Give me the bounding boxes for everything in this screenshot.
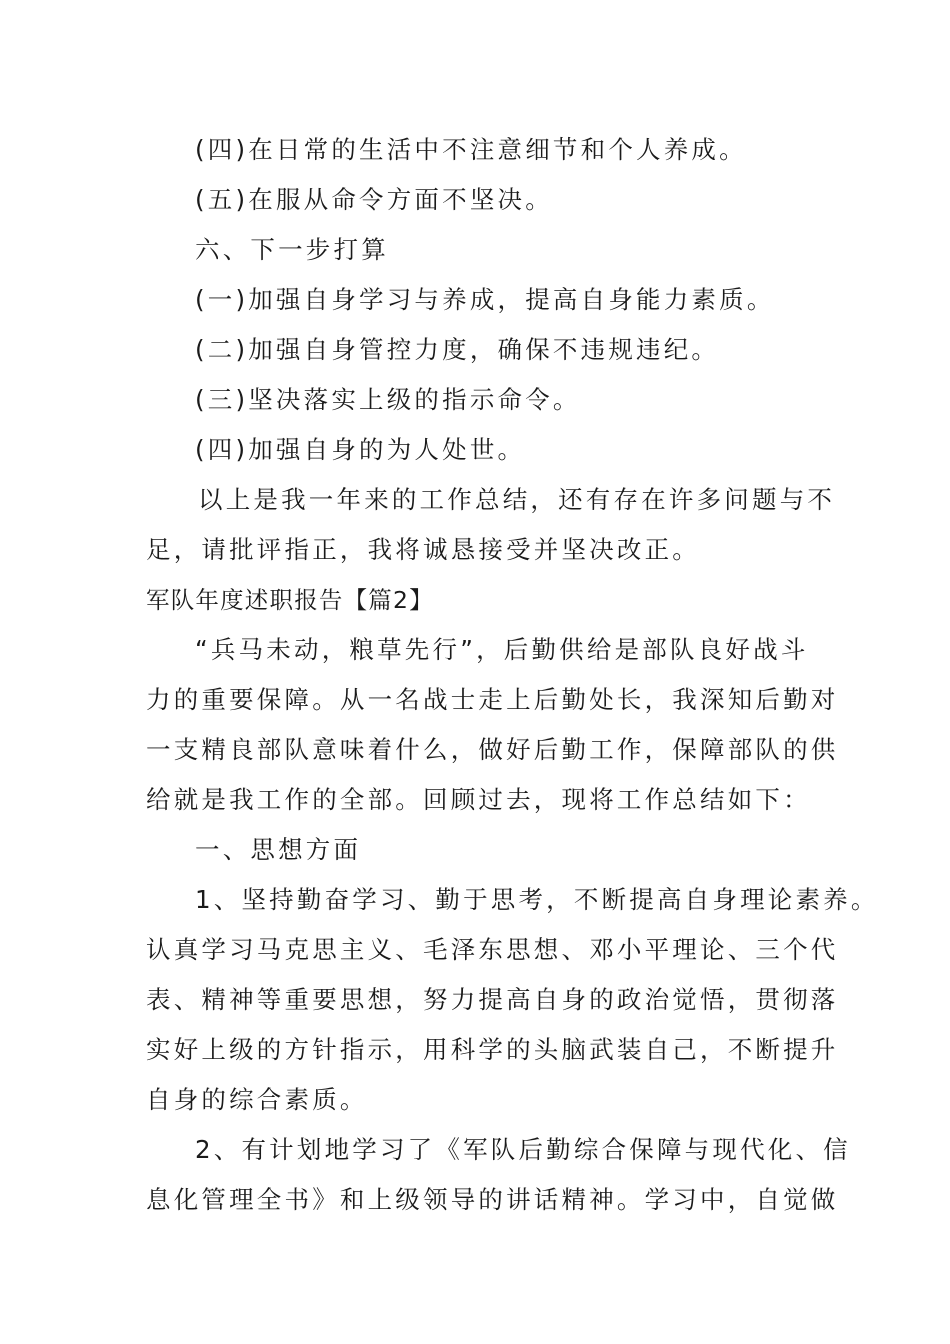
paragraph-line: 自身的综合素质。: [146, 1085, 368, 1114]
text-line: (四)在日常的生活中不注意细节和个人养成。: [195, 135, 747, 164]
article-title: 军队年度述职报告【篇2】: [146, 586, 434, 614]
paragraph-line: 表、精神等重要思想，努力提高自身的政治觉悟，贯彻落: [146, 985, 839, 1014]
text-line: (三)坚决落实上级的指示命令。: [195, 385, 581, 414]
paragraph-line: “兵马未动，粮草先行”，后勤供给是部队良好战斗: [195, 635, 809, 664]
paragraph-line: 足，请批评指正，我将诚恳接受并坚决改正。: [146, 535, 700, 564]
section-heading: 六、下一步打算: [195, 235, 389, 264]
paragraph-line: 实好上级的方针指示，用科学的头脑武装自己，不断提升: [146, 1035, 839, 1064]
text-line: (四)加强自身的为人处世。: [195, 435, 526, 464]
paragraph-line: 1、坚持勤奋学习、勤于思考，不断提高自身理论素养。: [195, 885, 879, 914]
text-line: (五)在服从命令方面不坚决。: [195, 185, 553, 214]
text-line: (一)加强自身学习与养成，提高自身能力素质。: [195, 285, 775, 314]
paragraph-line: 认真学习马克思主义、毛泽东思想、邓小平理论、三个代: [146, 935, 839, 964]
paragraph-line: 2、有计划地学习了《军队后勤综合保障与现代化、信: [195, 1135, 851, 1164]
paragraph-line: 以上是我一年来的工作总结，还有存在许多问题与不: [198, 485, 836, 514]
text-line: (二)加强自身管控力度，确保不违规违纪。: [195, 335, 720, 364]
paragraph-line: 一支精良部队意味着什么，做好后勤工作，保障部队的供: [146, 735, 839, 764]
paragraph-line: 力的重要保障。从一名战士走上后勤处长，我深知后勤对: [146, 685, 839, 714]
section-heading: 一、思想方面: [195, 835, 362, 864]
paragraph-line: 给就是我工作的全部。回顾过去，现将工作总结如下：: [146, 785, 811, 814]
paragraph-line: 息化管理全书》和上级领导的讲话精神。学习中，自觉做: [146, 1185, 839, 1214]
